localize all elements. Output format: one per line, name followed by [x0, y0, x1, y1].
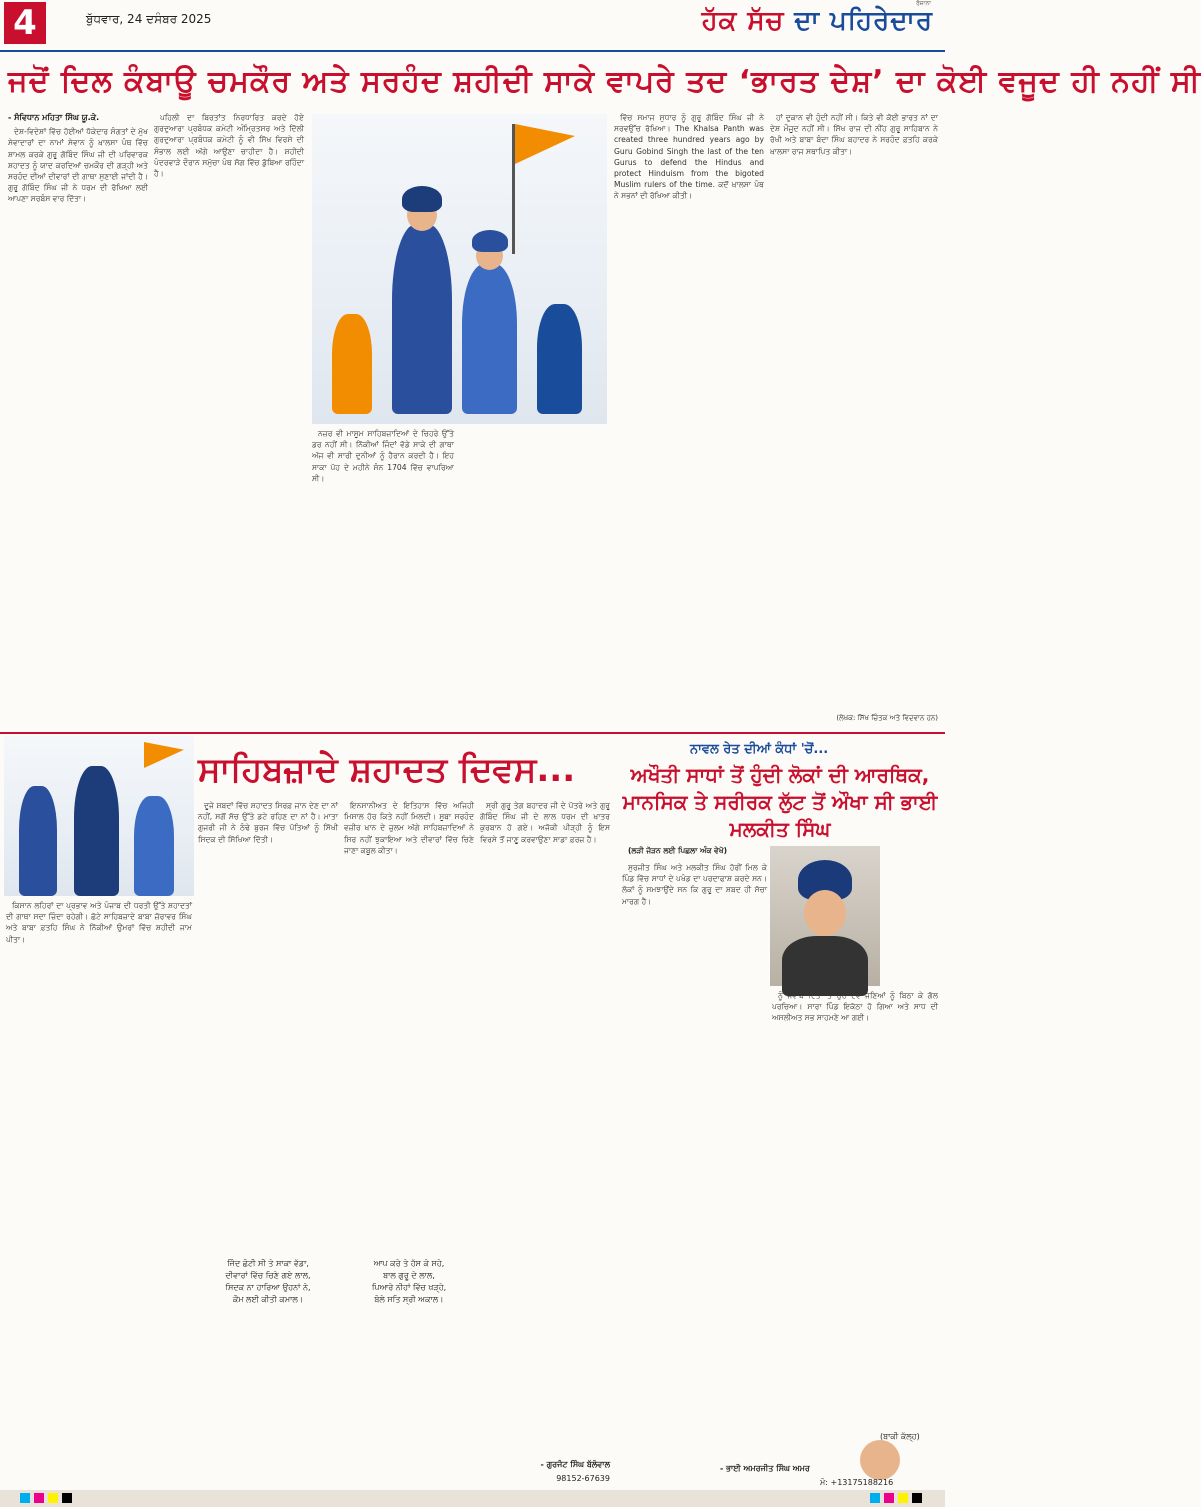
article-3-headline: ਅਖੌਤੀ ਸਾਧਾਂ ਤੋਂ ਹੁੰਦੀ ਲੋਕਾਂ ਦੀ ਆਰਥਿਕ, ਮਾਨਸਿਕ ਤੇ ਸਰੀਰਕ ਲੁੱਟ ਤੋਂ ਔਖਾ ਸੀ ਭਾਈ ਮਲਕੀਤ ਸਿੰਘ: [622, 763, 938, 841]
poem-line: ਦੀਵਾਰਾਂ ਵਿੱਚ ਚਿਣੇ ਗਏ ਲਾਲ,: [225, 1271, 311, 1280]
article-2-column-4: [480, 800, 610, 1100]
article-3-author: - ਭਾਈ ਅਮਰਜੀਤ ਸਿੰਘ ਅਮਰ: [720, 1464, 810, 1473]
issue-date: ਬੁੱਧਵਾਰ, 24 ਦਸੰਬਰ 2025: [86, 12, 212, 26]
author-thumbnail: [860, 1440, 900, 1480]
nishan-sahib-flag: [144, 742, 184, 768]
author-photo: [770, 846, 880, 986]
article-3-caption: (ਲੜੀ ਜੋੜਨ ਲਈ ਪਿਛਲਾ ਅੰਕ ਵੇਖੋ): [628, 846, 728, 855]
figure: [134, 796, 174, 896]
article-2-poem-1: [198, 1258, 338, 1306]
article-1-column-2: [154, 112, 304, 727]
poem-line: ਆਪ ਕਰੇ ਤੇ ਹੱਸ ਕੇ ਸਹੇ,: [373, 1259, 445, 1268]
article-1-col5-text: ਹਾਂ ਦੁਕਾਨ ਵੀ ਹੁੰਦੀ ਨਹੀਂ ਸੀ। ਕਿਤੇ ਵੀ ਕੋਈ ਭਾਰਤ ਨਾਂ ਦਾ ਦੇਸ਼ ਮੌਜੂਦ ਨਹੀਂ ਸੀ। ਸਿੱਖ ਰਾਜ ਦੀ ਨੀਂਹ ਗੁਰੂ ਸਾਹਿਬਾਨ ਨੇ ਰੱਖੀ ਅਤੇ ਬਾਬਾ ਬੰਦਾ ਸਿੰਘ ਬਹਾਦਰ ਨੇ ਸਰਹੰਦ ਫ਼ਤਹਿ ਕਰਕੇ ਖ਼ਾਲਸਾ ਰਾਜ ਸਥਾਪਿਤ ਕੀਤਾ।: [770, 113, 938, 156]
article-1-column-1: [8, 112, 148, 727]
article-1-column-4: [614, 112, 764, 727]
registration-swatch: [870, 1493, 880, 1503]
turban: [402, 186, 442, 212]
article-3-column-2: [772, 990, 938, 1430]
article-3-continued: (ਬਾਕੀ ਕੱਲ੍ਹ): [880, 1432, 920, 1441]
figure-child: [332, 314, 372, 414]
figure: [19, 786, 57, 896]
registration-swatch: [62, 1493, 72, 1503]
article-1-footnote: (ਲੇਖਕ: ਸਿੱਖ ਚਿੰਤਕ ਅਤੇ ਵਿਦਵਾਨ ਹਨ): [836, 714, 938, 722]
sahibzade-illustration: [312, 114, 607, 424]
page-number: 4: [4, 2, 46, 44]
article-2-phone: 98152-67639: [556, 1474, 610, 1483]
nishan-sahib-flag: [515, 124, 575, 164]
article-1-col2-text: ਪਹਿਲੀ ਦਾ ਬਿਰਤਾਂਤ ਨਿਰਧਾਰਿਤ ਕਰਦੇ ਹੋਏ ਗੁਰਦੁਆਰਾ ਪ੍ਰਬੰਧਕ ਕਮੇਟੀ ਅੰਮ੍ਰਿਤਸਰ ਅਤੇ ਦਿੱਲੀ ਗੁਰਦੁਆਰਾ ਪ੍ਰਬੰਧਕ ਕਮੇਟੀ ਨੂੰ ਵੀ ਸਿੱਖ ਵਿਰਸੇ ਦੀ ਸੰਭਾਲ ਲਈ ਅੱਗੇ ਆਉਣਾ ਚਾਹੀਦਾ ਹੈ। ਸ਼ਹੀਦੀ ਪੰਦਰਵਾੜੇ ਦੌਰਾਨ ਸਮੁੱਚਾ ਪੰਥ ਸੋਗ ਵਿੱਚ ਡੁੱਬਿਆ ਰਹਿੰਦਾ ਹੈ।: [154, 113, 304, 179]
article-2-column-1: [6, 900, 192, 1485]
article-2-col1-text: ਕਿਸਾਨ ਲਹਿਰਾਂ ਦਾ ਪ੍ਰਭਾਵ ਅਤੇ ਪੰਜਾਬ ਦੀ ਧਰਤੀ ਉੱਤੇ ਸ਼ਹਾਦਤਾਂ ਦੀ ਗਾਥਾ ਸਦਾ ਜ਼ਿੰਦਾ ਰਹੇਗੀ। ਛੋਟੇ ਸਾਹਿਬਜ਼ਾਦੇ ਬਾਬਾ ਜ਼ੋਰਾਵਰ ਸਿੰਘ ਅਤੇ ਬਾਬਾ ਫ਼ਤਹਿ ਸਿੰਘ ਨੇ ਨਿੱਕੀਆਂ ਉਮਰਾਂ ਵਿੱਚ ਸ਼ਹੀਦੀ ਜਾਮ ਪੀਤਾ।: [6, 901, 192, 944]
article-2-col2-text: ਦੂਜੇ ਸ਼ਬਦਾਂ ਵਿੱਚ ਸ਼ਹਾਦਤ ਸਿਰਫ਼ ਜਾਨ ਦੇਣ ਦਾ ਨਾਂ ਨਹੀਂ, ਸਗੋਂ ਸੱਚ ਉੱਤੇ ਡਟੇ ਰਹਿਣ ਦਾ ਨਾਂ ਹੈ। ਮਾਤਾ ਗੁਜਰੀ ਜੀ ਨੇ ਠੰਢੇ ਬੁਰਜ ਵਿੱਚ ਪੋਤਿਆਂ ਨੂੰ ਸਿੱਖੀ ਸਿਦਕ ਦੀ ਸਿੱਖਿਆ ਦਿੱਤੀ।: [198, 801, 338, 844]
registration-swatch: [884, 1493, 894, 1503]
article-1-col4-text: ਵਿੱਚ ਸਮਾਜ ਸੁਧਾਰ ਨੂੰ ਗੁਰੂ ਗੋਬਿੰਦ ਸਿੰਘ ਜੀ ਨੇ ਸਰਵਉੱਚ ਰੱਖਿਆ। The Khalsa Panth was created three hundred years ago by Guru Gobind Singh the last of the ten Gurus to defend the Hindus and protect Hinduism from the bigoted Muslim rulers of the time. ਕਦੋਂ ਖ਼ਾਲਸਾ ਪੰਥ ਨੇ ਸਭਨਾਂ ਦੀ ਰੱਖਿਆ ਕੀਤੀ।: [614, 113, 764, 201]
section-divider: [0, 732, 945, 734]
registration-swatch: [898, 1493, 908, 1503]
figure-elder: [392, 224, 452, 414]
flagpole: [512, 124, 515, 254]
article-2-author: - ਗੁਰਜੰਟ ਸਿੰਘ ਬੱਲੋਵਾਲ: [540, 1460, 610, 1469]
article-2-column-3: [344, 800, 474, 1250]
article-1-headline: ਜਦੋਂ ਦਿਲ ਕੰਬਾਊ ਚਮਕੌਰ ਅਤੇ ਸਰਹੰਦ ਸ਼ਹੀਦੀ ਸਾਕੇ ਵਾਪਰੇ ਤਦ ‘ਭਾਰਤ ਦੇਸ਼’ ਦਾ ਕੋਈ ਵਜੂਦ ਹੀ ਨਹੀਂ ਸੀ: [8, 64, 1201, 99]
poem-line: ਬੋਲੇ ਸਤਿ ਸ੍ਰੀ ਅਕਾਲ।: [374, 1295, 444, 1304]
figure-younger: [462, 264, 517, 414]
poem-line: ਪਿਆਰੇ ਨੀਹਾਂ ਵਿੱਚ ਖੜ੍ਹੇ,: [371, 1283, 447, 1292]
article-1-col3-text: ਨਜ਼ਰ ਵੀ ਮਾਸੂਮ ਸਾਹਿਬਜ਼ਾਦਿਆਂ ਦੇ ਚਿਹਰੇ ਉੱਤੇ ਡਰ ਨਹੀਂ ਸੀ। ਨਿੱਕੀਆਂ ਜਿੰਦਾਂ ਵੱਡੇ ਸਾਕੇ ਦੀ ਗਾਥਾ ਅੱਜ ਵੀ ਸਾਰੀ ਦੁਨੀਆਂ ਨੂੰ ਹੈਰਾਨ ਕਰਦੀ ਹੈ। ਇਹ ਸਾਕਾ ਪੋਹ ਦੇ ਮਹੀਨੇ ਸੰਨ 1704 ਵਿੱਚ ਵਾਪਰਿਆ ਸੀ।: [312, 429, 454, 483]
registration-swatch: [34, 1493, 44, 1503]
poem-line: ਸਿਦਕ ਨਾ ਹਾਰਿਆ ਉਹਨਾਂ ਨੇ,: [225, 1283, 311, 1292]
article-3-col1-text: ਸੁਰਜੀਤ ਸਿੰਘ ਅਤੇ ਮਲਕੀਤ ਸਿੰਘ ਹੋਰੀਂ ਮਿਲ ਕੇ ਪਿੰਡ ਵਿੱਚ ਸਾਧਾਂ ਦੇ ਪਖੰਡ ਦਾ ਪਰਦਾਫਾਸ਼ ਕਰਦੇ ਸਨ। ਲੋਕਾਂ ਨੂੰ ਸਮਝਾਉਂਦੇ ਸਨ ਕਿ ਗੁਰੂ ਦਾ ਸ਼ਬਦ ਹੀ ਸੱਚਾ ਮਾਰਗ ਹੈ।: [622, 863, 767, 906]
footer-bar: [0, 1490, 945, 1507]
article-1-byline: - ਸੰਵਿਧਾਨ ਮਹਿਤਾ ਸਿੰਘ ਯੂ.ਕੇ.: [8, 113, 100, 122]
poem-line: ਜਿੰਦ ਛੋਟੀ ਸੀ ਤੇ ਸਾਕਾ ਵੱਡਾ,: [227, 1259, 309, 1268]
article-2-poem-2: [344, 1258, 474, 1306]
header-rule: [0, 50, 945, 52]
shoulders: [782, 936, 868, 996]
article-2-col4-text: ਸ੍ਰੀ ਗੁਰੂ ਤੇਗ ਬਹਾਦਰ ਜੀ ਦੇ ਪੋਤਰੇ ਅਤੇ ਗੁਰੂ ਗੋਬਿੰਦ ਸਿੰਘ ਜੀ ਦੇ ਲਾਲ ਧਰਮ ਦੀ ਖ਼ਾਤਰ ਕੁਰਬਾਨ ਹੋ ਗਏ। ਅਜੋਕੀ ਪੀੜ੍ਹੀ ਨੂੰ ਇਸ ਵਿਰਸੇ ਤੋਂ ਜਾਣੂ ਕਰਵਾਉਣਾ ਸਾਡਾ ਫ਼ਰਜ਼ ਹੈ।: [480, 801, 610, 844]
registration-swatch: [20, 1493, 30, 1503]
sahibzade-illustration-small: [4, 736, 194, 896]
article-1-col1-text: ਦੇਸ਼-ਵਿਦੇਸ਼ਾਂ ਵਿੱਚ ਹੋਈਆਂ ਧੱਕੇਦਾਰ ਸੰਗਤਾਂ ਦੇ ਮੁੱਖ ਸੇਵਾਦਾਰਾਂ ਦਾ ਨਾਮਾਂ ਸੇਵਾਨ ਨੂੰ ਖ਼ਾਲਸਾ ਪੰਥ ਵਿੱਚ ਸ਼ਾਮਲ ਕਰਕੇ ਗੁਰੂ ਗੋਬਿੰਦ ਸਿੰਘ ਜੀ ਦੀ ਪਰਿਵਾਰਕ ਸ਼ਹਾਦਤ ਨੂੰ ਯਾਦ ਕਰਦਿਆਂ ਚਮਕੌਰ ਦੀ ਗੜ੍ਹੀ ਅਤੇ ਸਰਹੰਦ ਦੀਆਂ ਦੀਵਾਰਾਂ ਦੀ ਗਾਥਾ ਸੁਣਾਈ ਜਾਂਦੀ ਹੈ। ਗੁਰੂ ਗੋਬਿੰਦ ਸਿੰਘ ਜੀ ਨੇ ਧਰਮ ਦੀ ਰੱਖਿਆ ਲਈ ਆਪਣਾ ਸਰਬੰਸ ਵਾਰ ਦਿੱਤਾ।: [8, 127, 148, 204]
article-2-col3-text: ਇਨਸਾਨੀਅਤ ਦੇ ਇਤਿਹਾਸ ਵਿੱਚ ਅਜਿਹੀ ਮਿਸਾਲ ਹੋਰ ਕਿਤੇ ਨਹੀਂ ਮਿਲਦੀ। ਸੂਬਾ ਸਰਹੰਦ ਵਜ਼ੀਰ ਖ਼ਾਨ ਦੇ ਜ਼ੁਲਮ ਅੱਗੇ ਸਾਹਿਬਜ਼ਾਦਿਆਂ ਨੇ ਸਿਰ ਨਹੀਂ ਝੁਕਾਇਆ ਅਤੇ ਦੀਵਾਰਾਂ ਵਿੱਚ ਚਿਣੇ ਜਾਣਾ ਕਬੂਲ ਕੀਤਾ।: [344, 801, 474, 855]
registration-swatch: [48, 1493, 58, 1503]
masthead: [702, 4, 933, 38]
article-3-col2-text: ਨੂੰ ਜਵਾਬ ਦਿੱਤਾ ਤੇ ਉਹ ਦੋਵੇਂ ਜਣਿਆਂ ਨੂੰ ਬਿਠਾ ਕੇ ਗੱਲ ਪਰਚਿਆ। ਸਾਰਾ ਪਿੰਡ ਇਕੱਠਾ ਹੋ ਗਿਆ ਅਤੇ ਸਾਧ ਦੀ ਅਸਲੀਅਤ ਸਭ ਸਾਹਮਣੇ ਆ ਗਈ।: [772, 991, 938, 1023]
poem-line: ਬਾਲ ਗੁਰੂ ਦੇ ਲਾਲ,: [383, 1271, 435, 1280]
article-1-column-3: [312, 428, 454, 728]
face: [804, 890, 846, 936]
figure-child: [537, 304, 582, 414]
article-2-headline: ਸਾਹਿਬਜ਼ਾਦੇ ਸ਼ਹਾਦਤ ਦਿਵਸ...: [198, 750, 576, 790]
article-3-label: ਨਾਵਲ ਰੇਤ ਦੀਆਂ ਕੰਧਾਂ 'ਚੋਂ...: [690, 742, 829, 757]
article-2-column-2: [198, 800, 338, 1250]
registration-swatch: [912, 1493, 922, 1503]
article-3-column-1: [622, 862, 767, 1452]
masthead-tagline: ਰੋਜ਼ਾਨਾ: [916, 0, 931, 7]
masthead-part-a: ਹੱਕ ਸੱਚ: [701, 6, 785, 36]
figure: [74, 766, 119, 896]
article-3-phone: ਮੋ: +13175188216: [820, 1478, 894, 1487]
turban: [472, 230, 508, 252]
article-1-column-5: [770, 112, 938, 712]
masthead-part-b: ਦਾ ਪਹਿਰੇਦਾਰ: [794, 6, 933, 36]
poem-line: ਕੌਮ ਲਈ ਕੀਤੀ ਕਮਾਲ।: [232, 1295, 304, 1304]
